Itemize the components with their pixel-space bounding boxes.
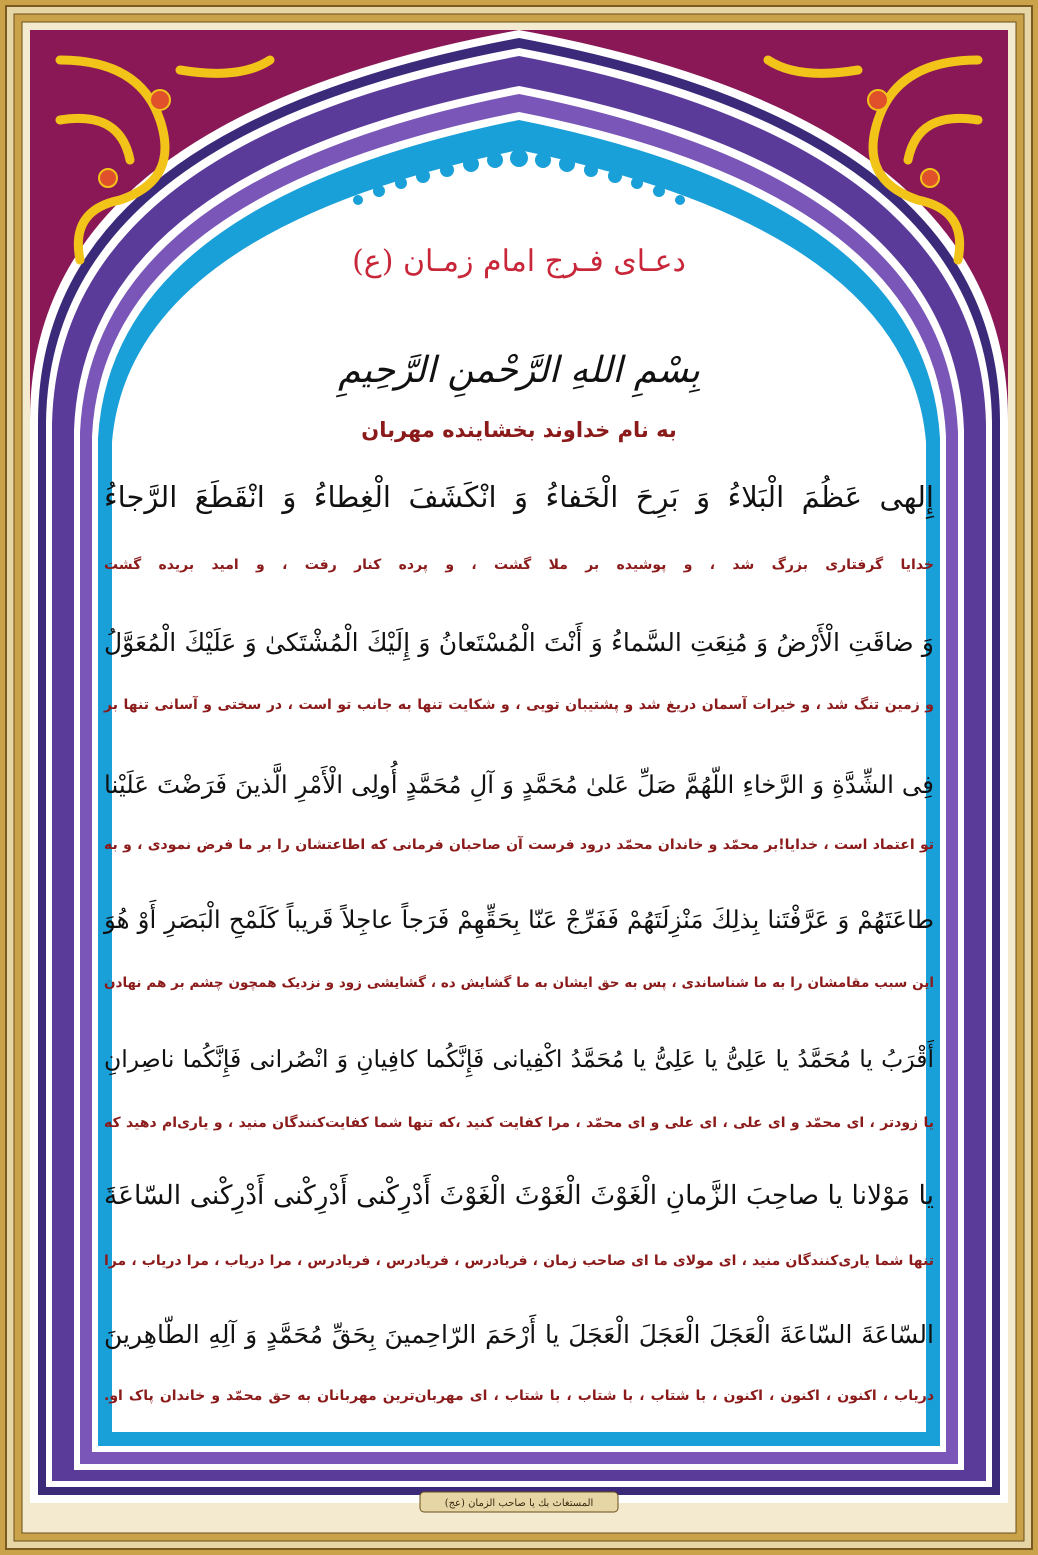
persian-line-2: و زمین تنگ شد ، و خیرات آسمان دریغ شد و پشتیبان تویی ، و شکایت تنها به جانب تو است ، در سختی و آسانی تنها بر — [104, 697, 934, 713]
persian-line-3: تو اعتماد است ، خدایا!بر محمّد و خاندان محمّد درود فرست آن صاحبان فرمانی که اطاعتشان را بر ما فرض نمودی ، و به — [104, 837, 934, 853]
arabic-line-1: إِلهی عَظُمَ الْبَلاءُ وَ بَرِحَ الْخَفاءُ وَ انْکَشَفَ الْغِطاءُ وَ انْقَطَعَ الرَّجاءُ — [104, 480, 934, 514]
persian-line-4: این سبب مقامشان را به ما شناساندی ، پس به حق ایشان به ما گشایش ده ، گشایشی زود و نزدیک همچون چشم بر هم نهادن — [104, 975, 934, 991]
basmala-translation: به نام خداوند بخشاینده مهربان — [361, 418, 677, 442]
persian-line-6: تنها شما یاری‌کنندگان منید ، ای مولای ما ای صاحب زمان ، فریادرس ، فریادرس ، فریادرس ، مرا دریاب ، مرا دریاب ، مرا — [104, 1253, 934, 1269]
persian-line-7: دریاب ، اکنون ، اکنون ، اکنون ، با شتاب ، با شتاب ، با شتاب ، ای مهربان‌ترین مهربانان به حق محمّد و خاندان پاک او. — [104, 1388, 934, 1404]
arabic-line-7: السّاعَةَ السّاعَةَ الْعَجَلَ الْعَجَلَ الْعَجَلَ یا أَرْحَمَ الرّاحِمینَ بِحَقِّ مُحَمَّدٍ وَ آلِهِ الطّاهِرینَ — [104, 1320, 934, 1349]
arabic-line-3: فِی الشِّدَّةِ وَ الرَّخاءِ اللّهُمَّ صَلِّ عَلیٰ مُحَمَّدٍ وَ آلِ مُحَمَّدٍ أُولِی الْأَمْرِ الَّذینَ فَرَضْتَ عَلَیْنا — [104, 770, 934, 799]
page-title: دعـای فـرج امام زمـان (ع) — [352, 244, 686, 279]
basmala: بِسْمِ اللهِ الرَّحْمنِ الرَّحِیمِ — [338, 350, 700, 391]
arabic-line-2: وَ ضاقَتِ الْأَرْضُ وَ مُنِعَتِ السَّماءُ وَ أَنْتَ الْمُسْتَعانُ وَ إِلَیْكَ الْمُشْتَکیٰ وَ عَلَیْكَ الْمُعَوَّلُ — [104, 628, 934, 657]
arabic-line-5: أَقْرَبُ یا مُحَمَّدُ یا عَلِیُّ یا عَلِیُّ یا مُحَمَّدُ اکْفِیانی فَإِنَّکُما کافِیانِ وَ انْصُرانی فَإِنَّکُما ناصِرانِ — [104, 1045, 934, 1073]
arabic-line-4: طاعَتَهُمْ وَ عَرَّفْتَنا بِذلِكَ مَنْزِلَتَهُمْ فَفَرِّجْ عَنّا بِحَقِّهِمْ فَرَجاً عاجِلاً قَریباً کَلَمْحِ الْبَصَرِ أَوْ هُوَ — [104, 905, 934, 934]
persian-line-1: خدایا گرفتاری بزرگ شد ، و پوشیده بر ملا گشت ، و پرده کنار رفت ، و امید بریده گشت — [104, 557, 934, 573]
arabic-line-6: یا مَوْلانا یا صاحِبَ الزَّمانِ الْغَوْثَ الْغَوْثَ الْغَوْثَ أَدْرِکْنی أَدْرِکْنی أَدْرِکْنی السّاعَةَ — [104, 1180, 934, 1211]
footer-cartouche: المستغاث بك یا صاحب الزمان (عج) — [444, 1498, 594, 1509]
persian-line-5: یا زودتر ، ای محمّد و ای علی ، ای علی و ای محمّد ، مرا کفایت کنید ،که تنها شما کفایت‌کنندگان منید ، و یاری‌ام دهید که — [104, 1115, 934, 1131]
